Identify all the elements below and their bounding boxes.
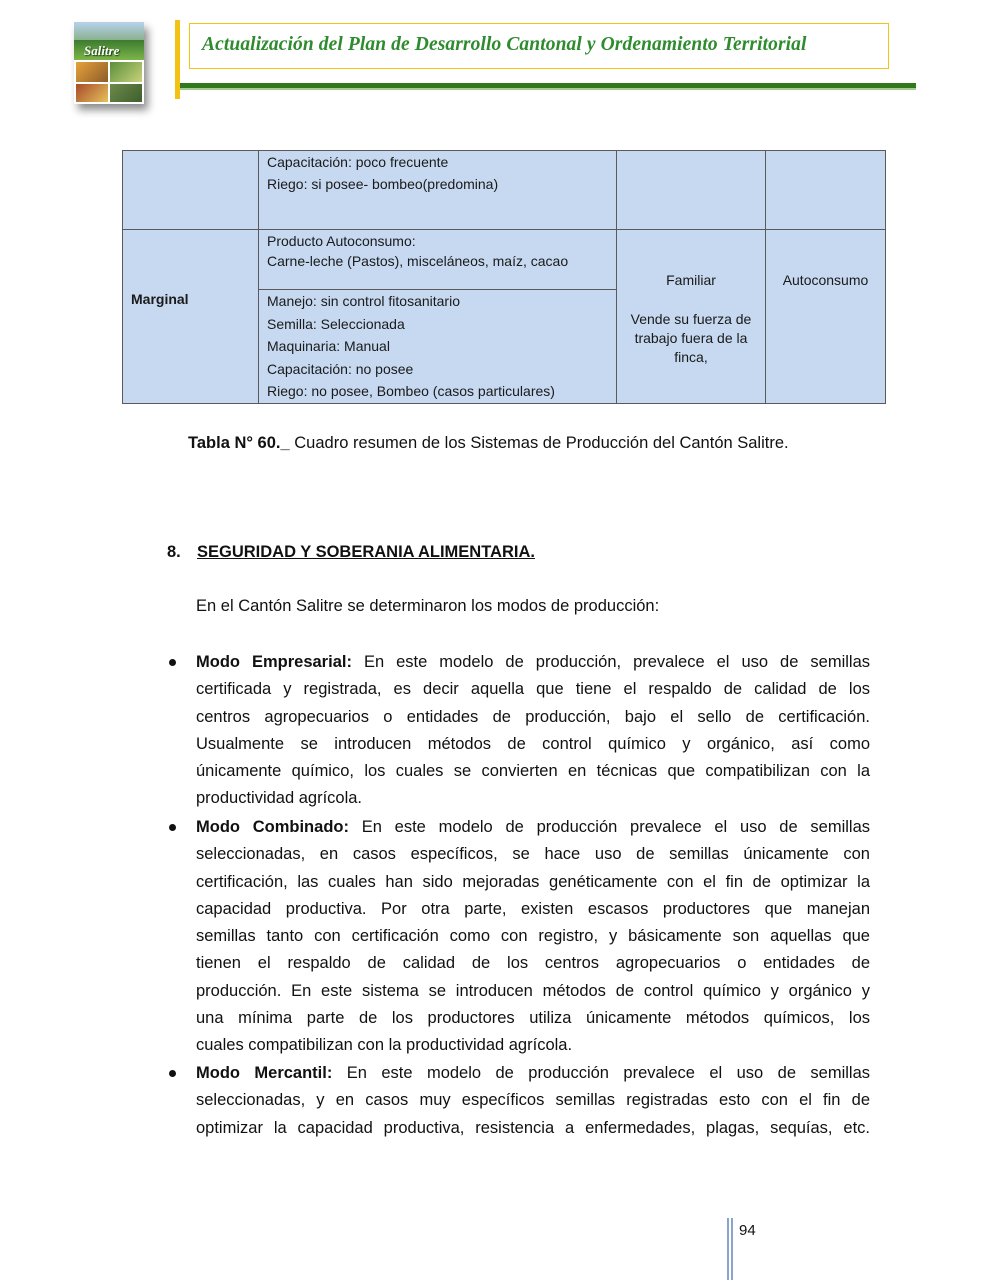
bullet-line: Usualmente se introducen métodos de control químico y orgánico, así como <box>196 734 870 753</box>
header-rule-shadow <box>180 88 916 90</box>
row2-labor <box>617 271 765 367</box>
bullet-line: únicamente químico, los cuales se convierten en técnicas que compatibilizan con la <box>196 762 870 781</box>
row2-management <box>267 290 555 403</box>
row2-bottom-line: Maquinaria: Manual <box>267 338 390 355</box>
bullet-line: En este modelo de producción, prevalece el uso de semillas <box>351 653 870 671</box>
caption-label: Tabla N° 60._ <box>188 434 290 452</box>
bullet-term: Modo Empresarial: <box>196 653 352 671</box>
header-title-box <box>189 23 889 69</box>
labor-line: Vende su fuerza de <box>630 311 752 327</box>
bullet-icon <box>169 824 176 831</box>
labor-line: finca, <box>674 349 708 365</box>
bullet-term: Modo Combinado: <box>196 818 349 836</box>
bullet-combinado <box>196 814 870 1060</box>
row2-bottom-line: Semilla: Seleccionada <box>267 315 405 332</box>
table-caption <box>188 434 789 453</box>
page-number-rule <box>731 1218 733 1280</box>
logo-text: Salitre <box>84 43 120 58</box>
bullet-line: tienen el respaldo de calidad de los centros agropecuarios o entidades de <box>196 954 870 973</box>
production-systems-table <box>122 150 886 404</box>
row2-product <box>267 231 568 271</box>
bullet-line: En este modelo de producción prevalece el uso de semillas <box>332 1064 871 1082</box>
row1-line: Riego: si posee- bombeo(predomina) <box>267 176 499 192</box>
bullet-line: seleccionadas, en casos específicos, se hace uso de semillas únicamente con <box>196 845 870 864</box>
labor-title: Familiar <box>666 272 716 288</box>
header-title: Actualización del Plan de Desarrollo Cantonal y Ordenamiento Territorial <box>202 34 807 55</box>
row2-destination: Autoconsumo <box>782 272 869 288</box>
bullet-line: certificada y registrada, es decir aquella que tiene el respaldo de calidad de los <box>196 680 870 699</box>
row2-bottom-line: Manejo: sin control fitosanitario <box>267 293 460 309</box>
bullet-icon <box>169 659 176 666</box>
bullet-line: semillas tanto con certificación como con registro, y básicamente son aquellas que <box>196 927 870 946</box>
bullet-line: centros agropecuarios o entidades de producción, bajo el sello de certificación. <box>196 707 870 726</box>
section-title: SEGURIDAD Y SOBERANIA ALIMENTARIA. <box>197 543 535 561</box>
section-heading <box>167 543 535 562</box>
bullet-icon <box>169 1070 176 1077</box>
row2-bottom-line: Riego: no posee, Bombeo (casos particulares) <box>267 383 555 400</box>
row1-line: Capacitación: poco frecuente <box>267 154 449 170</box>
bullet-empresarial <box>196 649 870 813</box>
bullet-line: capacidad productiva. Por otra parte, existen escasos productores que manejan <box>196 899 870 918</box>
bullet-line: una mínima parte de los productores utiliza únicamente métodos químicos, los <box>196 1009 870 1028</box>
row2-bottom-line: Capacitación: no posee <box>267 360 414 377</box>
bullet-mercantil <box>196 1060 870 1142</box>
bullet-line: certificación, las cuales han sido mejoradas genéticamente con el fin de optimizar la <box>196 872 870 891</box>
bullet-line: producción. En este sistema se introducen métodos de control químico y orgánico y <box>196 981 870 1000</box>
bullet-line: cuales compatibilizan con la productividad agrícola. <box>196 1036 573 1055</box>
page-number: 94 <box>739 1222 756 1239</box>
section-intro: En el Cantón Salitre se determinaron los modos de producción: <box>196 597 660 615</box>
bullet-line: En este modelo de producción prevalece el uso de semillas <box>348 818 870 836</box>
page-number-rule <box>727 1218 729 1280</box>
row2-top-line: Producto Autoconsumo: <box>267 233 416 249</box>
section-number: 8. <box>167 543 181 561</box>
salitre-logo <box>74 22 144 104</box>
bullet-term: Modo Mercantil: <box>196 1064 333 1082</box>
bullet-line: optimizar la capacidad productiva, resistencia a enfermedades, plagas, sequías, etc. <box>196 1118 870 1137</box>
row2-top-line: Carne-leche (Pastos), misceláneos, maíz, cacao <box>267 253 569 269</box>
bullet-line: seleccionadas, y en casos muy específicos semillas registradas esto con el fin de <box>196 1091 870 1110</box>
bullet-line: productividad agrícola. <box>196 789 363 808</box>
caption-text: Cuadro resumen de los Sistemas de Producción del Cantón Salitre. <box>289 434 789 452</box>
labor-line: trabajo fuera de la <box>634 330 748 346</box>
row2-category: Marginal <box>131 291 189 307</box>
row1-description <box>267 151 498 195</box>
